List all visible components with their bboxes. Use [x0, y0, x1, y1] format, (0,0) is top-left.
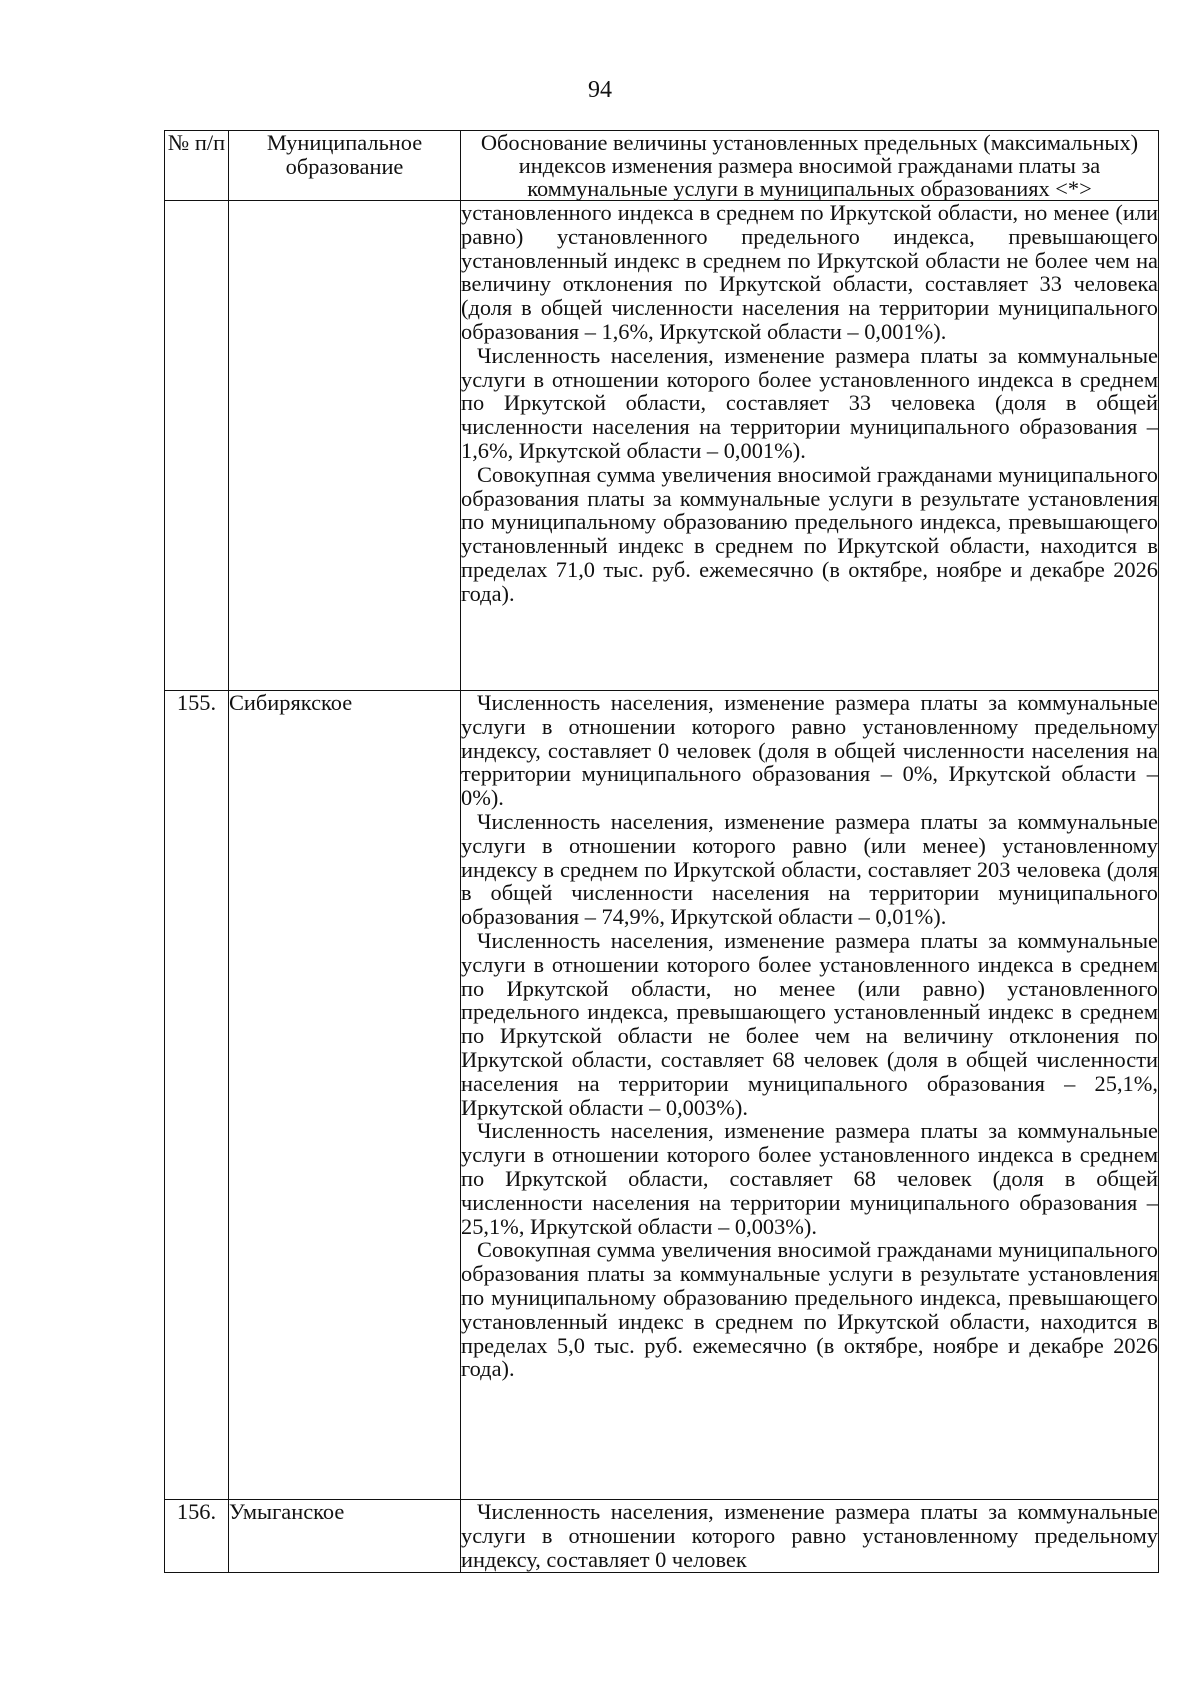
justification-cell: [461, 1500, 1159, 1573]
row-number: 156.: [165, 1500, 229, 1573]
page-number: 94: [588, 77, 612, 103]
justification-cell: [461, 201, 1159, 691]
justification-paragraph: Совокупная сумма увеличения вносимой гражданами муниципального образования платы за коммунальные услуги в результате установления по муниципальному образованию предельного индекса, превышающего установленный индекс в среднем по Иркутской области, находится в пределах 71,0 тыс. руб. ежемесячно (в октябре, ноябре и декабре 2026 года).: [461, 461, 1158, 606]
tariff-index-table: [164, 130, 1159, 1573]
table-row: [165, 1500, 1159, 1573]
municipality-name: Умыганское: [229, 1500, 461, 1573]
justification-paragraph: установленного индекса в среднем по Иркутской области, но менее (или равно) установленного предельного индекса, превышающего установленный индекс в среднем по Иркутской области не более чем на величину отклонения по Иркутской области, составляет 33 человека (доля в общей численности населения на территории муниципального образования – 1,6%, Иркутской области – 0,001%).: [461, 200, 1158, 344]
justification-paragraph: Численность населения, изменение размера платы за коммунальные услуги в отношении которого равно установленному предельному индексу, составляет 0 человек (доля в общей численности населения на территории муниципального образования – 0%, Иркутской области – 0%).: [461, 690, 1158, 811]
justification-paragraph: Численность населения, изменение размера платы за коммунальные услуги в отношении которого более установленного индекса в среднем по Иркутской области, но менее (или равно) установленного предельного индекса, превышающего установленный индекс в среднем по Иркутской области не более чем на величину отклонения по Иркутской области, составляет 68 человек (доля в общей численности населения на территории муниципального образования – 25,1%, Иркутской области – 0,003%).: [461, 927, 1158, 1120]
header-number: № п/п: [165, 131, 229, 201]
row-number: 155.: [165, 691, 229, 1500]
justification-paragraph: Численность населения, изменение размера платы за коммунальные услуги в отношении которого равно установленному предельному индексу, составляет 0 человек: [461, 1499, 1158, 1572]
justification-paragraph: Численность населения, изменение размера платы за коммунальные услуги в отношении которого равно (или менее) установленному индексу в среднем по Иркутской области, составляет 203 человека (доля в общей численности населения на территории муниципального образования – 74,9%, Иркутской области – 0,01%).: [461, 808, 1158, 930]
table-header-row: [165, 131, 1159, 201]
table-row: [165, 201, 1159, 691]
header-justification: Обоснование величины установленных предельных (максимальных) индексов изменения размера вносимой гражданами платы за коммунальные услуги в муниципальных образованиях <*>: [461, 131, 1159, 201]
justification-paragraph: Численность населения, изменение размера платы за коммунальные услуги в отношении которого более установленного индекса в среднем по Иркутской области, составляет 33 человека (доля в общей численности населения на территории муниципального образования – 1,6%, Иркутской области – 0,001%).: [461, 342, 1158, 463]
row-number: [165, 201, 229, 691]
header-municipality: Муниципальное образование: [229, 131, 461, 201]
justification-paragraph: Численность населения, изменение размера платы за коммунальные услуги в отношении которого более установленного индекса в среднем по Иркутской области, составляет 68 человек (доля в общей численности населения на территории муниципального образования – 25,1%, Иркутской области – 0,003%).: [461, 1118, 1158, 1239]
table-row: [165, 691, 1159, 1500]
justification-paragraph: Совокупная сумма увеличения вносимой гражданами муниципального образования платы за коммунальные услуги в результате установления по муниципальному образованию предельного индекса, превышающего установленный индекс в среднем по Иркутской области, находится в пределах 5,0 тыс. руб. ежемесячно (в октябре, ноябре и декабре 2026 года).: [461, 1237, 1158, 1382]
municipality-name: [229, 201, 461, 691]
municipality-name: Сибирякское: [229, 691, 461, 1500]
justification-cell: [461, 691, 1159, 1500]
